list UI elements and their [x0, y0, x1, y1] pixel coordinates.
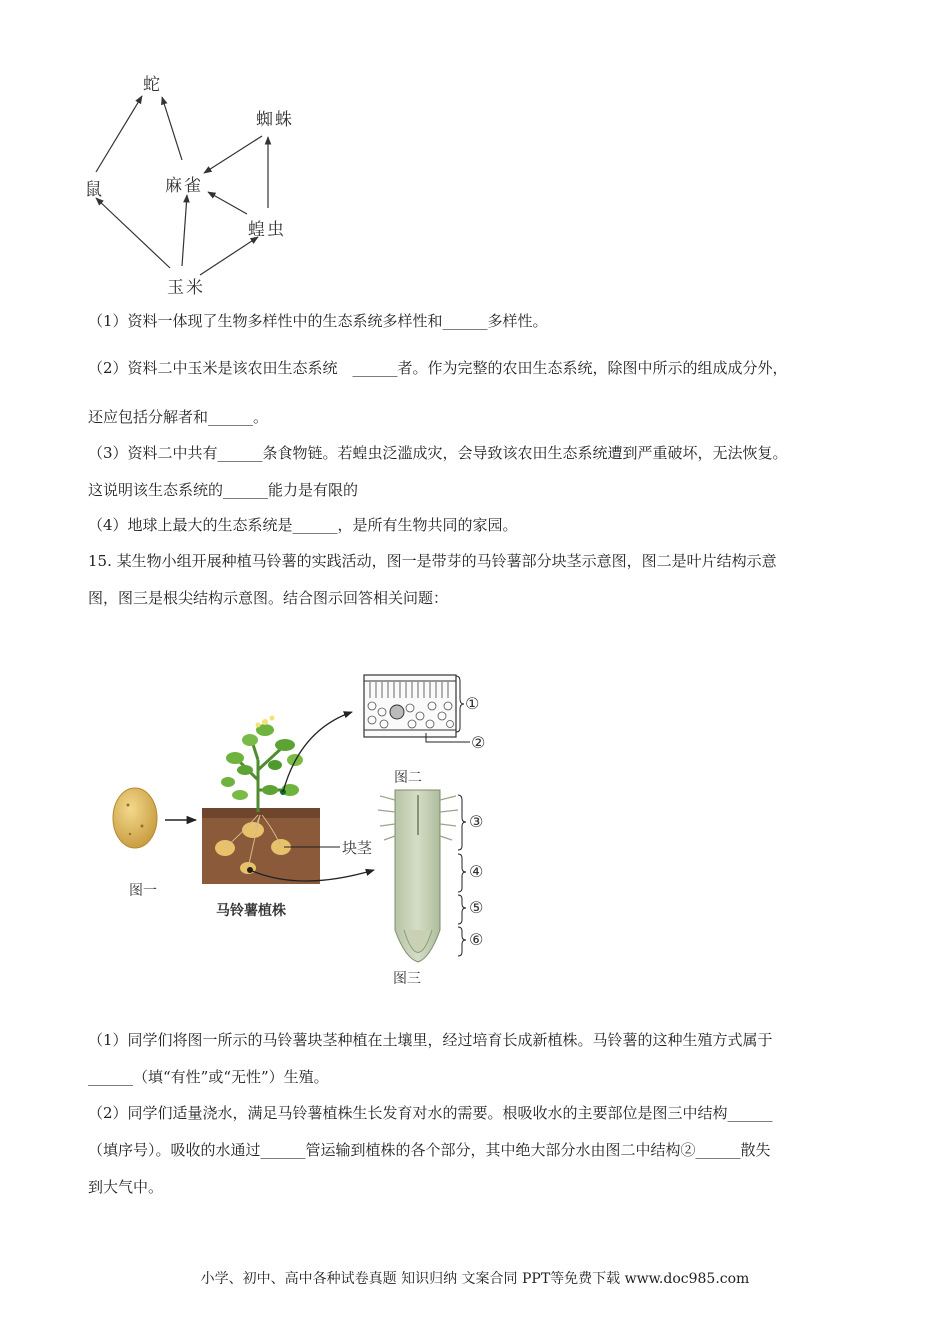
q15-line-4: （填序号）。吸收的水通过______管运输到植株的各个部分，其中绝大部分水由图二中结构②______散失: [88, 1141, 771, 1159]
q15-line-2: ______（填“有性”或“无性”）生殖。: [88, 1068, 329, 1086]
tuber-label: 块茎: [342, 839, 373, 857]
root-mark-5: ⑤: [469, 898, 484, 917]
node-corn: 玉米: [167, 278, 205, 298]
plant-label: 马铃薯植株: [216, 903, 286, 919]
q14-line-1: （1）资料一体现了生物多样性中的生态系统多样性和______多样性。: [88, 312, 548, 330]
q15-stem-line-2: 图，图三是根尖结构示意图。结合图示回答相关问题：: [88, 589, 449, 607]
node-locust: 蝗虫: [248, 220, 286, 240]
q15-line-5: 到大气中。: [88, 1178, 164, 1196]
q15-stem-line-1: 15. 某生物小组开展种植马铃薯的实践活动，图一是带芽的马铃薯部分块茎示意图，图二是叶片结构示意: [88, 552, 777, 570]
root-mark-6: ⑥: [469, 930, 484, 949]
root-tip: [378, 790, 466, 962]
leaf-mark-2: ②: [471, 733, 486, 752]
q14-line-3: 还应包括分解者和______。: [88, 408, 269, 426]
node-spider: 蜘蛛: [256, 110, 294, 130]
leaf-mark-1: ①: [465, 694, 480, 713]
node-sparrow: 麻雀: [165, 176, 203, 196]
fig1-label: 图一: [129, 883, 157, 899]
leaf-cross-section: [364, 675, 470, 742]
node-mouse: 鼠: [85, 180, 104, 200]
root-mark-3: ③: [469, 812, 484, 831]
page-footer: 小学、初中、高中各种试卷真题 知识归纳 文案合同 PPT等免费下载 www.doc985.com: [200, 1271, 750, 1287]
q14-line-4: （3）资料二中共有______条食物链。若蝗虫泛滥成灾，会导致该农田生态系统遭到严重破坏，无法恢复。: [88, 444, 788, 462]
arrow-leaf-to-fig2: [283, 712, 352, 792]
root-mark-4: ④: [469, 862, 484, 881]
fig3-label: 图三: [393, 971, 421, 987]
q14-line-2: （2）资料二中玉米是该农田生态系统 ______者。作为完整的农田生态系统，除图中所示的组成成分外，: [88, 359, 788, 377]
potato-plant-leaves: [221, 716, 303, 813]
node-snake: 蛇: [143, 75, 162, 95]
q14-line-5: 这说明该生态系统的______能力是有限的: [88, 481, 359, 499]
q15-line-1: （1）同学们将图一所示的马铃薯块茎种植在土壤里，经过培育长成新植株。马铃薯的这种生殖方式属于: [88, 1031, 773, 1049]
q15-line-3: （2）同学们适量浇水，满足马铃薯植株生长发育对水的需要。根吸收水的主要部位是图三中结构______: [88, 1104, 773, 1122]
potato-tuber: [113, 788, 157, 848]
q14-line-6: （4）地球上最大的生态系统是______，是所有生物共同的家园。: [88, 516, 518, 534]
fig2-label: 图二: [394, 770, 422, 786]
